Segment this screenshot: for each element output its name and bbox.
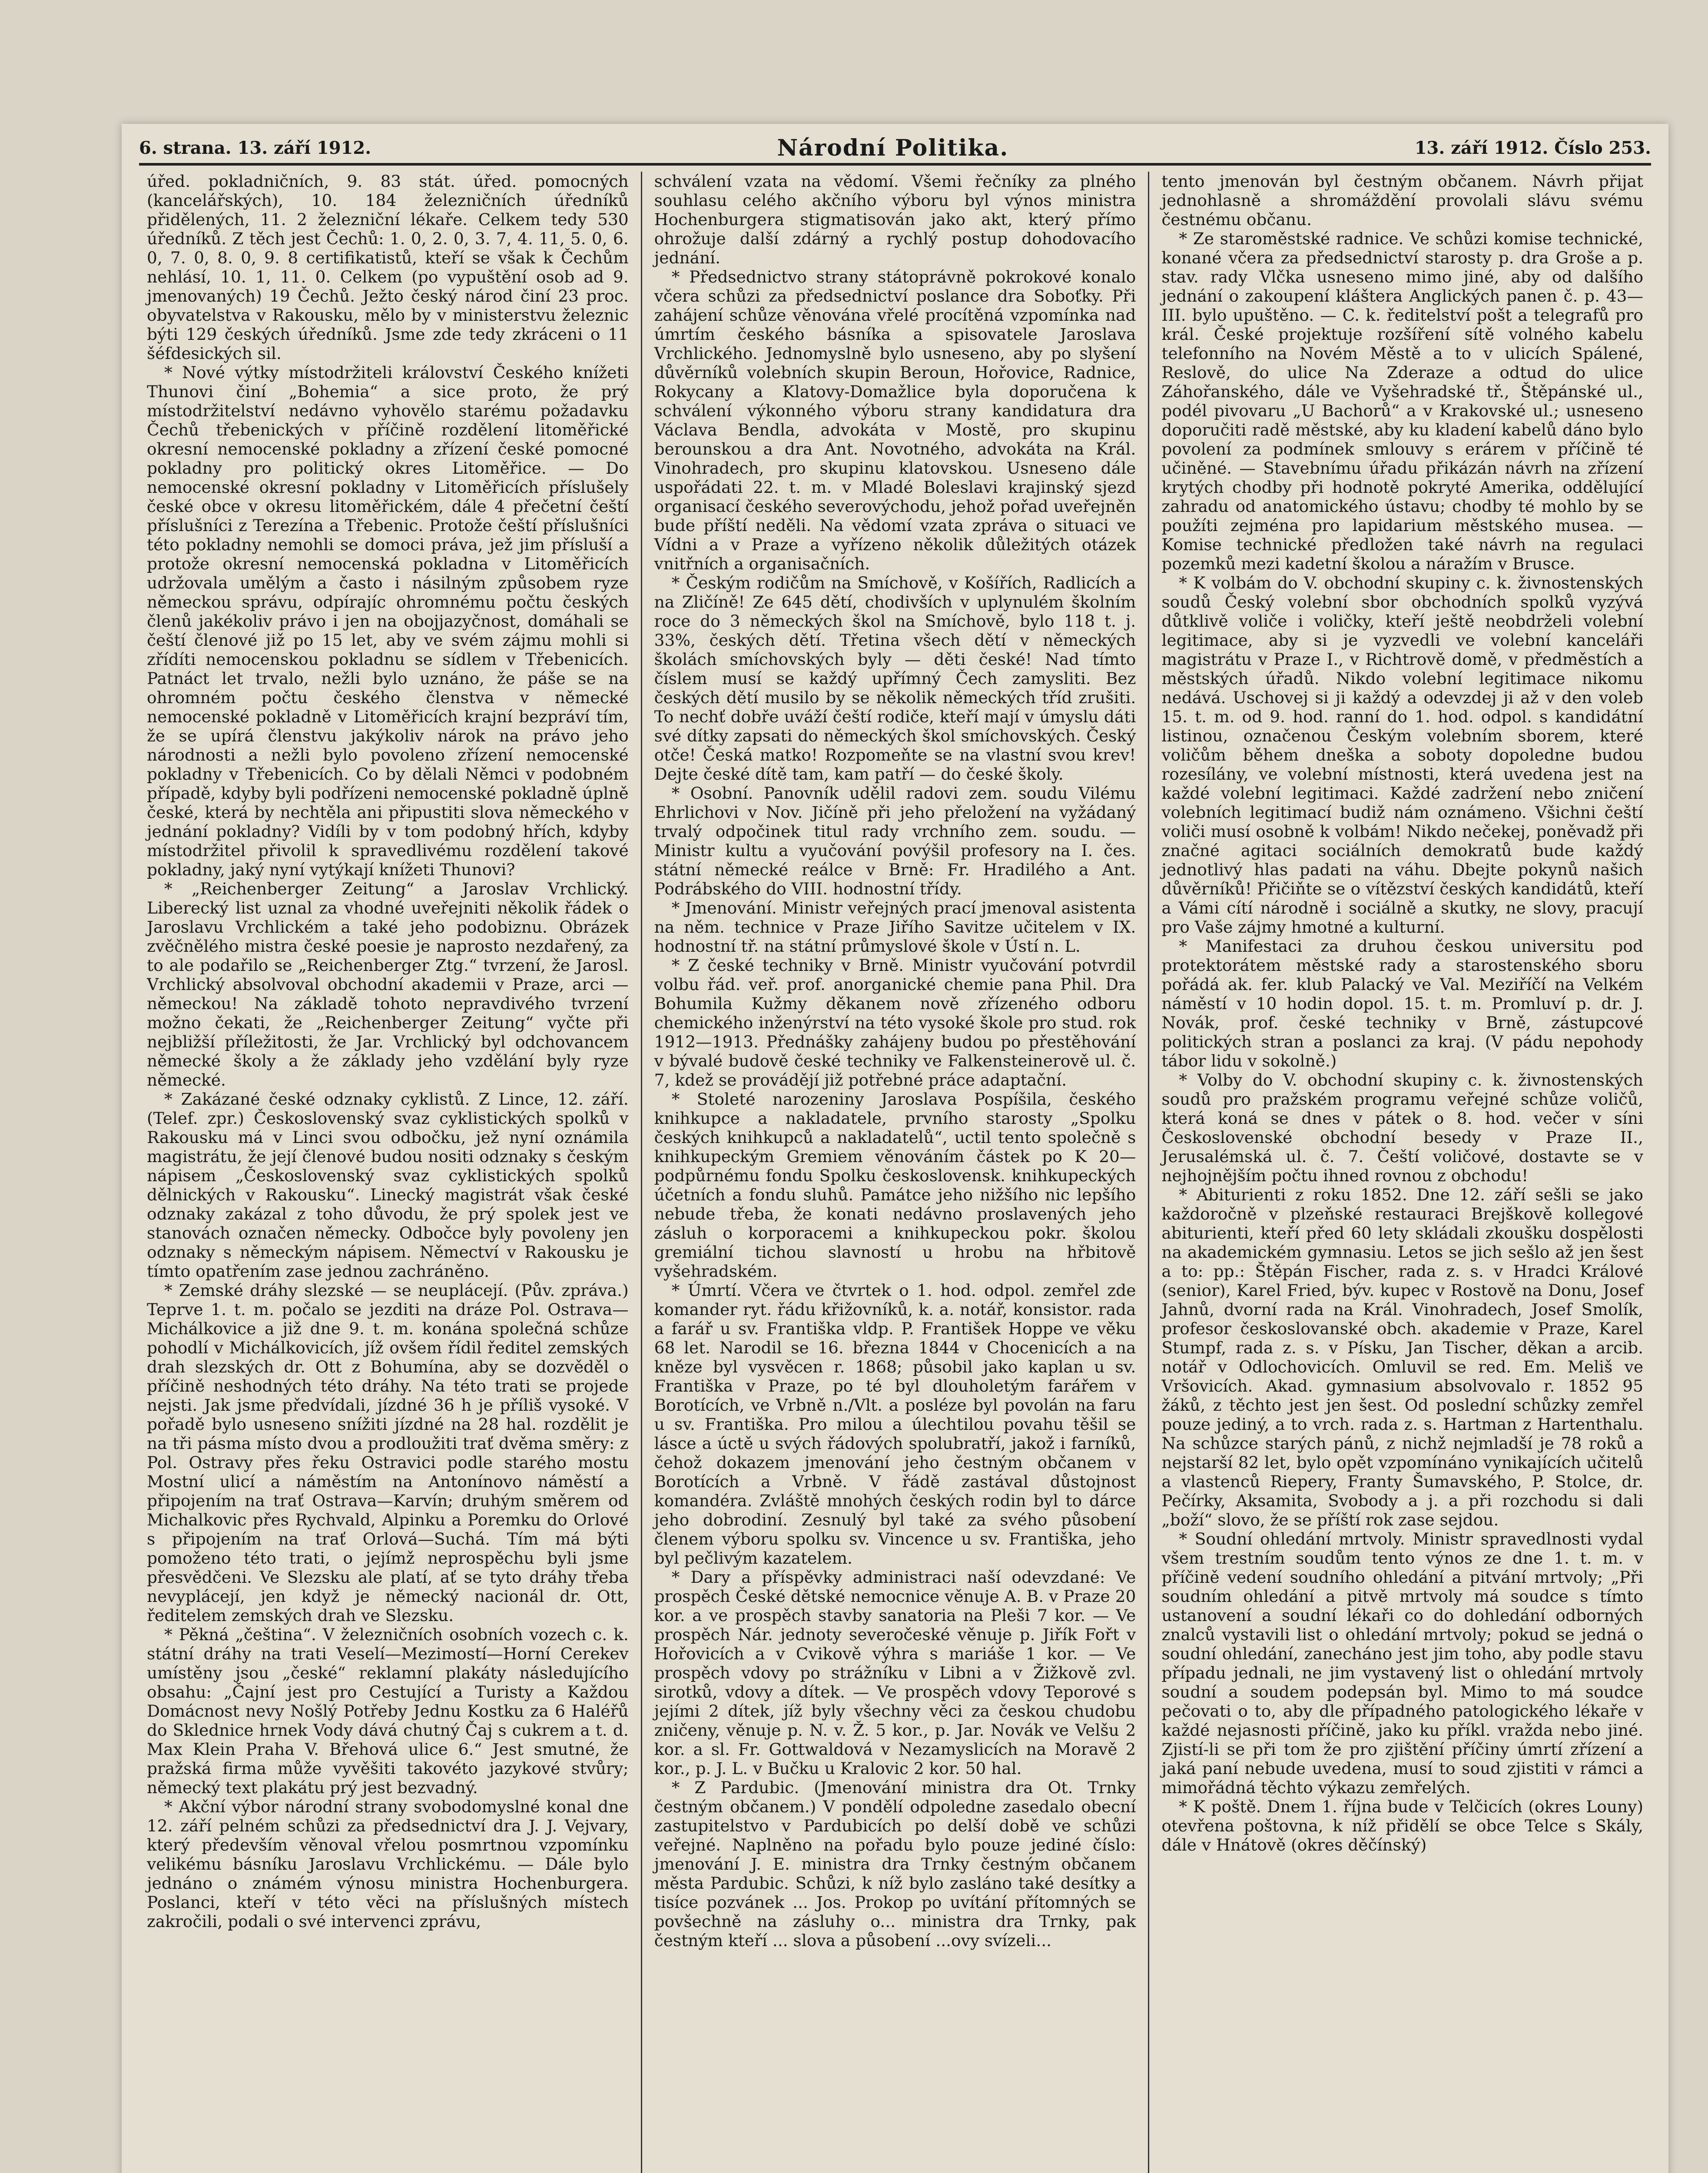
article-paragraph: * Zakázané české odznaky cyklistů. Z Lince, 12. září. (Telef. zpr.) Československý svaz cyklistických spolků v Rakousku má v Linci svou odbočku, jež nyní oznámila magistrátu, že její členové budou nositi odznaky s českým nápisem „Československý svaz cyklistických spolků dělnických v Rakousku“. Linecký magistrát však české odznaky zakázal z toho důvodu, že prý spolek jest ve stanovách označen německy. Odbočce byly povoleny jen odznaky s německým nápisem. Němectví v Rakousku je tímto opatřením zase jednou zachráněno.	[147, 1090, 629, 1281]
article-paragraph: * K poště. Dnem 1. října bude v Telčicích (okres Louny) otevřena poštovna, k níž přidělí se obce Telce s Skály, dále v Hnátově (okres děčínský)	[1161, 1797, 1644, 1854]
column-2	[641, 172, 1148, 2173]
article-paragraph: tento jmenován byl čestným občanem. Návrh přijat jednohlasně a shromáždění provolali slávu svému čestnému občanu.	[1161, 172, 1644, 229]
article-paragraph: * Zemské dráhy slezské — se neuplácejí. (Pův. zpráva.) Teprve 1. t. m. počalo se jezditi na dráze Pol. Ostrava—Michálkovice a již dne 9. t. m. konána společná schůze pohodlí v Michálkovicích, jíž ovšem řídil ředitel zemských drah slezských dr. Ott z Bohumína, aby se dozvěděl o příčině neshodných této dráhy. Na této trati se projede nejsti. Jak jsme předvídali, jízdné 36 h je příliš vysoké. V pořadě bylo usneseno snížiti jízdné na 28 hal. rozdělit je na tři pásma místo dvou a prodloužiti trať dvěma směry: z Pol. Ostravy přes řeku Ostravici podle starého mostu Mostní ulicí a náměstím na Antonínovo náměstí a připojením na trať Ostrava—Karvín; druhým směrem od Michalkovic přes Rychvald, Alpinku a Poremku do Orlové s připojením na trať Orlová—Suchá. Tím má býti pomoženo této trati, o jejímž neprospěchu byli jsme přesvědčeni. Ve Slezsku ale platí, ať se tyto dráhy třeba nevyplácejí, jen když je německý nacionál dr. Ott, ředitelem zemských drah ve Slezsku.	[147, 1281, 629, 1625]
header-right: 13. září 1912. Číslo 253.	[1414, 137, 1651, 158]
article-paragraph: schválení vzata na vědomí. Všemi řečníky za plného souhlasu celého akčního výboru byl výnos ministra Hochenburgera stigmatisován jako akt, který přímo ohrožuje další zdárný a rychlý postup dohodovacího jednání.	[654, 172, 1136, 267]
article-paragraph: * Soudní ohledání mrtvoly. Ministr spravedlnosti vydal všem trestním soudům tento výnos ze dne 1. t. m. v příčině vedení soudního ohledání a pitvání mrtvoly; „Při soudním ohledání a pitvě mrtvoly má soudce s tímto ustanovení a soudní lékaři co do dohledání odborných znalců vystavili list o ohledání mrtvoly; pokud se jedná o soudní ohledání, zanecháno jest jim toho, aby podle stavu případu jednali, ne jim vystavený list o ohledání mrtvoly soudní a soudem podepsán byl. Mimo to má soudce pečovati o to, aby dle případného patologického lékaře v každé nejasnosti příčině, jako ku příkl. vražda nebo jiné. Zjistí-li se při tom že pro zjištění příčiny úmrtí zřízení a jaká paní nebude uvedena, musí to soud zjistiti v rámci a mimořádná těchto výkazu zemřelých.	[1161, 1529, 1644, 1797]
article-paragraph: * Ze staroměstské radnice. Ve schůzi komise technické, konané včera za předsednictví starosty p. dra Groše a p. stav. rady Vlčka usneseno mimo jiné, aby od dalšího jednání o zakoupení kláštera Anglických panen č. p. 43—III. bylo upuštěno. — C. k. ředitelství pošt a telegrafů pro král. České projektuje rozšíření sítě volného kabelu telefonního na Novém Městě a to v ulicích Spálené, Reslově, do ulice Na Zderaze a odtud do ulice Záhořanského, dále ve Vyšehradské tř., Štěpánské ul., podél pivovaru „U Bachorů“ a v Krakovské ul.; usneseno doporučiti radě městské, aby ku kladení kabelů dáno bylo povolení za podmínek smlouvy s erárem v příčině té učiněné. — Stavebnímu úřadu přikázán návrh na zřízení krytých chodby při hodnotě pokryté Amerika, oddělující zahradu od anatomického ústavu; chodby té mohlo by se použíti zejména pro lapidarium městského musea. — Komise technické předložen také návrh na regulaci pozemků mezi kadetní školou a náražím v Brusce.	[1161, 229, 1644, 573]
article-paragraph: * Úmrtí. Včera ve čtvrtek o 1. hod. odpol. zemřel zde komander ryt. řádu křižovníků, k. a. notář, konsistor. rada a farář u sv. Františka vldp. P. František Hoppe ve věku 68 let. Narodil se 16. března 1844 v Chocenicích a na kněze byl vysvěcen r. 1868; působil jako kaplan u sv. Františka v Praze, po té byl dlouholetým farářem v Borotících, ve Vrbně n./Vlt. a posléze byl povolán na faru u sv. Františka. Pro milou a úlechtilou povahu těšil se lásce a úctě u svých řádových spolubratří, jakož i farníků, čehož dokazem jmenování jeho čestným občanem v Borotících a Vrbně. V řádě zastával důstojnost komandéra. Zvláště mnohých českých rodin byl to dárce jeho dobrodiní. Zesnulý byl také za svého působení členem výboru spolku sv. Vincence u sv. Františka, jeho byl pečlivým kazatelem.	[654, 1281, 1136, 1568]
article-paragraph: * Českým rodičům na Smíchově, v Košířích, Radlicích a na Zličíně! Ze 645 dětí, chodivších v uplynulém školním roce do 3 německých škol na Smíchově, bylo 118 t. j. 33%, českých dětí. Třetina všech dětí v německých školách smíchovských byly — děti české! Nad tímto číslem musí se každý upřímný Čech zamysliti. Bez českých dětí musilo by se několik německých tříd zrušiti. To nechť dobře uváží čeští rodiče, kteří mají v úmyslu dáti své dítky zapsati do německých škol smíchovských. Český otče! Česká matko! Rozpomeňte se na vlastní svou krev! Dejte české dítě tam, kam patří — do české školy.	[654, 573, 1136, 784]
article-paragraph: * Volby do V. obchodní skupiny c. k. živnostenských soudů pro pražském programu veřejné schůze voličů, která koná se dnes v pátek o 8. hod. večer v síni Československé obchodní besedy v Praze II., Jerusalémská ul. č. 7. Čeští voličové, dostavte se v nejhojnějším počtu ihned rovnou z obchodu!	[1161, 1070, 1644, 1185]
header-left: 6. strana. 13. září 1912.	[139, 137, 371, 158]
article-paragraph: * Dary a příspěvky administraci naší odevzdané: Ve prospěch České dětské nemocnice věnuje A. B. v Praze 20 kor. a ve prospěch stavby sanatoria na Pleši 7 kor. — Ve prospěch Nár. jednoty severočeské věnuje p. Jiřík Fořt v Hořovicích a v Cvikově výhra s mariáše 1 kor. — Ve prospěch vdovy po strážníku v Libni a v Žižkově zvl. sirotků, vdovy a dítek. — Ve prospěch vdovy Teporové s jejími 2 dítek, jíž byly všechny věci za českou chudobu zničeny, věnuje p. N. v. Ž. 5 kor., p. Jar. Novák ve Velšu 2 kor. a sl. Fr. Gottwaldová v Nezamyslicích na Moravě 2 kor., p. J. L. v Bučku u Kralovic 2 kor. 50 hal.	[654, 1568, 1136, 1778]
columns	[135, 172, 1655, 2173]
article-paragraph: * K volbám do V. obchodní skupiny c. k. živnostenských soudů Český volební sbor obchodních spolků vyzývá důtklivě voliče i voličky, kteří ještě neobdrželi volební legitimace, aby si je vyzvedli ve volební kanceláři magistrátu v Praze I., v Richtrově domě, v předměstích a městských úřadů. Nikdo volební legitimace nikomu nedává. Uschovej si ji každý a odevzdej ji až v den voleb 15. t. m. od 9. hod. ranní do 1. hod. odpol. s kandidátní listinou, označenou Českým volebním sborem, které voličům během dneška a soboty dopoledne budou rozesílány, ve volební místnosti, která uvedena jest na každé volební legitimaci. Každé zadržení nebo zničení volebních legitimací budiž nám oznámeno. Všichni čeští voliči musí osobně k volbám! Nikdo nečekej, poněvadž při značné agitaci sociálních demokratů bude každý jednotlivý hlas padati na váhu. Dbejte pokynů našich důvěrníků! Přičiňte se o vítězství českých kandidátů, kteří a Vámi cítí národně i sociálně a skutky, ne slovy, pracují pro Vaše zájmy hmotné a kulturní.	[1161, 573, 1644, 937]
article-paragraph: * Předsednictvo strany státoprávně pokrokové konalo včera schůzi za předsednictví poslance dra Soboťky. Při zahájení schůze věnována vřelé procítěná vzpomínka nad úmrtím českého básníka a spisovatele Jaroslava Vrchlického. Jednomyslně bylo usneseno, aby po slyšení důvěrníků volebních skupin Beroun, Hořovice, Radnice, Rokycany a Klatovy-Domažlice byla doporučena k schválení výkonného výboru strany kandidatura dra Václava Bendla, advokáta v Mostě, pro skupinu berounskou a dra Ant. Novotného, advokáta na Král. Vinohradech, pro skupinu klatovskou. Usneseno dále uspořádati 22. t. m. v Mladé Boleslavi krajinský sjezd organisací českého severovýchodu, jehož pořad uveřejněn bude příští neděli. Na vědomí vzata zpráva o situaci ve Vídni a v Praze a vyřízeno několik důležitých otázek vnitřních a organisačních.	[654, 267, 1136, 573]
column-1	[135, 172, 641, 2173]
article-paragraph: * Pěkná „čeština“. V železničních osobních vozech c. k. státní dráhy na trati Veselí—Mezimostí—Horní Cerekev umístěny jsou „české“ reklamní plakáty následujícího obsahu: „Čajní jest pro Cestující a Turisty a Každou Domácnost nevy Nošlý Potřeby Jednu Kostku za 6 Haléřů do Sklednice hrnek Vody dává chutný Čaj s cukrem a t. d. Max Klein Praha V. Břehová ulice 6.“ Jest smutné, že pražská firma může vyvěšiti takovéto jazykové stvůry; německý text plakátu prý jest bezvadný.	[147, 1625, 629, 1797]
article-paragraph: * Abiturienti z roku 1852. Dne 12. září sešli se jako každoročně v plzeňské restauraci Brejškově kollegové abiturienti, kteří před 60 lety skládali zkoušku dospělosti na akademickém gymnasiu. Letos se jich sešlo až jen šest a to: pp.: Štěpán Fischer, rada z. s. v Hradci Králové (senior), Karel Fried, býv. kupec v Rostově na Donu, Josef Jahnů, dvorní rada na Král. Vinohradech, Josef Smolík, profesor českoslovanské obch. akademie v Praze, Karel Stumpf, rada z. s. v Písku, Jan Tischer, děkan a arcib. notář v Odlochovicích. Omluvil se red. Em. Meliš ve Vršovicích. Akad. gymnasium absolvovalo r. 1852 95 žáků, z těchto jest jen šest. Od poslední schůzky zemřel pouze jediný, a to vrch. rada z. s. Hartman z Hartenthalu. Na schůzce starých pánů, z nichž nejmladší je 78 roků a nejstarší 82 let, bylo opět vzpomínáno vynikajících učitelů a vlastenců Riepery, Franty Šumavského, P. Stolce, dr. Pečírky, Aksamita, Svobody a j. a při rozchodu si dali „boží“ slovo, že se příští rok zase sejdou.	[1161, 1185, 1644, 1529]
article-paragraph: * „Reichenberger Zeitung“ a Jaroslav Vrchlický. Liberecký list uznal za vhodné uveřejniti několik řádek o Jaroslavu Vrchlickém a také jeho podobiznu. Obrázek zvěčnělého mistra české poesie je naprosto nezdařený, za to ale podařilo se „Reichenberger Ztg.“ tvrzení, že Jarosl. Vrchlický absolvoval obchodní akademii v Praze, arci — německou! Na základě tohoto nepravdivého tvrzení možno čekati, že „Reichenberger Zeitung“ vyčte při nejbližší příležitosti, že Jar. Vrchlický byl odchovancem německé školy a že základy jeho vzdělání byly ryze německé.	[147, 879, 629, 1090]
article-paragraph: * Jmenování. Ministr veřejných prací jmenoval asistenta na něm. technice v Praze Jiřího Savitze učitelem v IX. hodnostní tř. na státní průmyslové škole v Ústí n. L.	[654, 898, 1136, 956]
article-paragraph: * Manifestaci za druhou českou universitu pod protektorátem městské rady a starostenského sboru pořádá ak. fer. klub Palacký ve Val. Meziříčí na Velkém náměstí v 10 hodin dopol. 15. t. m. Promluví p. dr. J. Novák, prof. české techniky v Brně, zástupcové politických stran a poslanci za kraj. (V pádu nepohody tábor lidu v sokolně.)	[1161, 937, 1644, 1070]
article-paragraph: * Osobní. Panovník udělil radovi zem. soudu Vilému Ehrlichovi v Nov. Jičíně při jeho přeložení na vyžádaný trvalý odpočinek titul rady vrchního zem. soudu. — Ministr kultu a vyučování povýšil profesory na I. čes. státní německé reálce v Brně: Fr. Hradilého a Ant. Podrábského do VIII. hodnostní třídy.	[654, 784, 1136, 898]
page-header	[139, 133, 1651, 166]
article-paragraph: * Z české techniky v Brně. Ministr vyučování potvrdil volbu řád. veř. prof. anorganické chemie pana Phil. Dra Bohumila Kužmy děkanem nově zřízeného odboru chemického inženýrství na této vysoké škole pro stud. rok 1912—1913. Přednášky zahájeny budou po přestěhování v bývalé budově české techniky ve Falkensteinerově ul. č. 7, kdež se provádějí již potřebné práce adaptační.	[654, 956, 1136, 1090]
article-paragraph: * Z Pardubic. (Jmenování ministra dra Ot. Trnky čestným občanem.) V pondělí odpoledne zasedalo obecní zastupitelstvo v Pardubicích po delší době ve schůzi veřejné. Naplněno na pořadu bylo pouze jediné číslo: jmenování J. E. ministra dra Trnky čestným občanem města Pardubic. Schůzi, k níž bylo zasláno také desítky a tisíce pozvánek ... Jos. Prokop po uvítání přítomných se povšechně na zásluhy o... ministra dra Trnky, pak čestným kteří ... slova a působení ...ovy svízeli...	[654, 1778, 1136, 1950]
article-paragraph: * Nové výtky místodržiteli království Českého knížeti Thunovi činí „Bohemia“ a sice proto, že prý místodržitelství nedávno vyhovělo starému požadavku Čechů třebenických v příčině rozdělení litoměřické okresní nemocenské pokladny a zřízení české pomocné pokladny pro politický okres Litoměřice. — Do nemocenské okresní pokladny v Litoměřicích příslušely české obce v okresu litoměřickém, dále 4 přečetní čeští příslušníci z Terezína a Třebenic. Protože čeští příslušníci této pokladny nemohli se domoci práva, jež jim přísluší a protože okresní nemocenská pokladna v Litoměřicích udržovala umělým a často i násilným způsobem ryze německou správu, odpírajíc ohromnému počtu českých členů jakékoliv právo i jen na obojjazyčnost, domáhali se čeští členové již po 15 let, aby ve svém zájmu mohli si zřídíti nemocenskou pokladnu se sídlem v Třebenicích. Patnáct let trvalo, nežli bylo uznáno, že páše se na ohromném počtu českého členstva v německé nemocenské pokladně v Litoměřicích krajní bezpráví tím, že se upírá členstvu jakýkoliv nárok na právo jeho národnosti a nežli bylo povoleno zřízení nemocenské pokladny v Třebenicích. Co by dělali Němci v podobném případě, kdyby byli podřízeni nemocenské pokladně úplně české, která by nechtěla ani připustiti slova německého v jednání pokladny? Vidíli by v tom podobný hřích, kdyby místodržitel přivolil k spravedlivému rozdělení takové pokladny, jaký nyní vytýkají knížeti Thunovi?	[147, 363, 629, 879]
newspaper-page	[122, 124, 1668, 2173]
article-paragraph: úřed. pokladničních, 9. 83 stát. úřed. pomocných (kancelářských), 10. 184 železničních úředníků přidělených, 11. 2 železniční lékaře. Celkem tedy 530 úředníků. Z těch jest Čechů: 1. 0, 2. 0, 3. 7, 4. 11, 5. 0, 6. 0, 7. 0, 8. 0, 9. 8 certifikatistů, kteří se však k Čechům nehlásí, 10. 1, 11. 0. Celkem (po vypuštění osob ad 9. jmenovaných) 19 Čechů. Ježto český národ činí 23 proc. obyvatelstva v Rakousku, mělo by v ministerstvu železnic býti 129 českých úředníků. Jsme zde tedy zkráceni o 11 šéfdesických sil.	[147, 172, 629, 363]
article-paragraph: * Akční výbor národní strany svobodomyslné konal dne 12. září pelném schůzi za předsednictví dra J. J. Vejvary, který především věnoval vřelou posmrtnou vzpomínku velikému básníku Jaroslavu Vrchlickému. — Dále bylo jednáno o známém výnosu ministra Hochenburgera. Poslanci, kteří v této věci na příslušných místech zakročili, podali o své intervenci zprávu,	[147, 1797, 629, 1931]
article-paragraph: * Stoleté narozeniny Jaroslava Pospíšila, českého knihkupce a nakladatele, prvního starosty „Spolku českých knihkupců a nakladatelů“, uctil tento společně s knihkupeckým Gremiem věnováním částek po K 20— podpůrnému fondu Spolku československ. knihkupeckých účetních a fondu sluhů. Památce jeho nižšího nic lepšího nebude třeba, že konati nedávno proslavených jeho zásluh o korporacemi a knihkupeckou pokr. školou gremiální tichou slavností u hrobu na hřbitově vyšehradském.	[654, 1090, 1136, 1281]
masthead-title: Národní Politika.	[777, 134, 1009, 161]
column-3	[1148, 172, 1655, 2173]
